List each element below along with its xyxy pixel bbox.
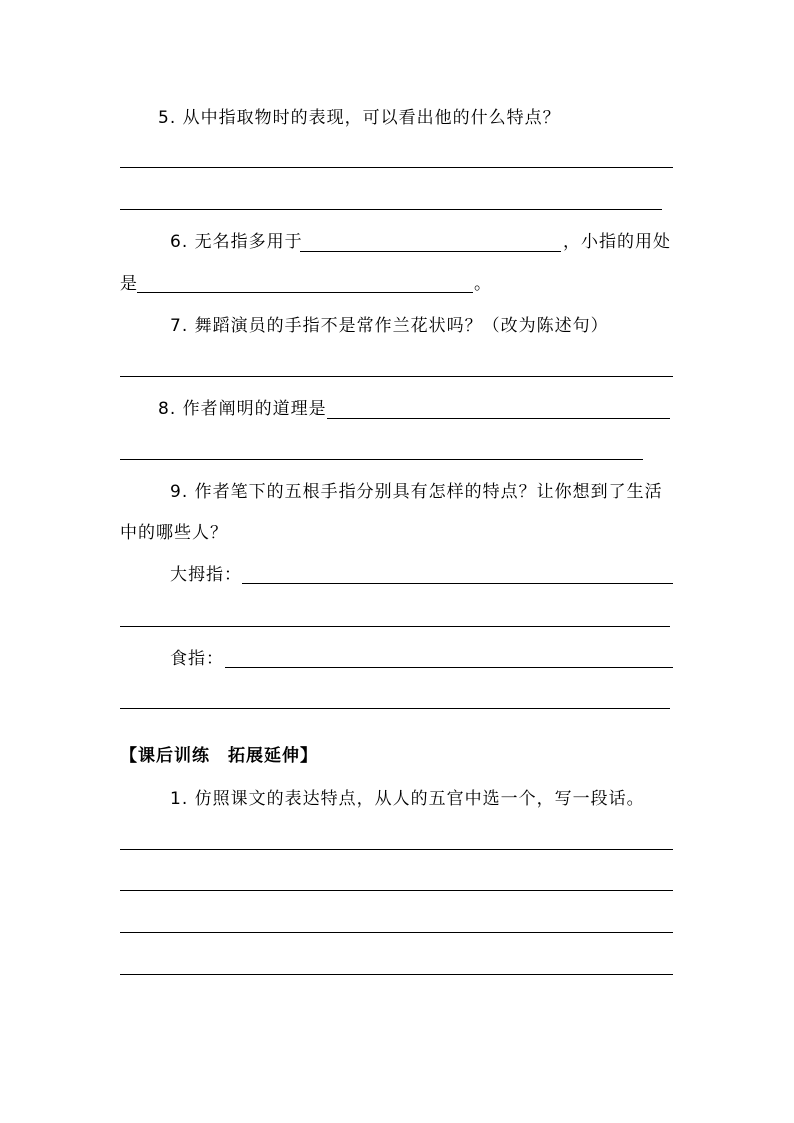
answer-line[interactable] [120,209,662,210]
question-6-line2-prefix: 是 [120,274,138,294]
index-finger-label: 食指： [170,649,224,669]
question-8-prefix: 8. 作者阐明的道理是 [158,399,327,419]
question-6-middle: ，小指的用处 [563,232,671,252]
writing-line[interactable] [120,974,673,975]
index-finger-answer-line[interactable] [225,667,673,668]
thumb-answer-line[interactable] [242,583,673,584]
fill-blank-line[interactable] [327,418,670,419]
question-5-text: 5. 从中指取物时的表现，可以看出他的什么特点？ [158,108,561,128]
answer-line[interactable] [120,708,670,709]
answer-line[interactable] [120,626,670,627]
thumb-label: 大拇指： [170,565,242,585]
question-9-line1: 9. 作者笔下的五根手指分别具有怎样的特点？让你想到了生活 [170,482,663,502]
question-6-line2-suffix: 。 [474,274,492,294]
section-question-1-text: 1. 仿照课文的表达特点，从人的五官中选一个，写一段话。 [170,789,645,809]
section-title: 【课后训练 拓展延伸】 [120,746,318,766]
answer-line[interactable] [120,376,673,377]
answer-line[interactable] [120,459,643,460]
answer-line[interactable] [120,167,673,168]
writing-line[interactable] [120,932,673,933]
writing-line[interactable] [120,890,673,891]
question-9-line2: 中的哪些人？ [120,523,228,543]
question-6-prefix: 6. 无名指多用于 [170,232,303,252]
writing-line[interactable] [120,849,673,850]
question-7-text: 7. 舞蹈演员的手指不是常作兰花状吗？（改为陈述句） [170,316,609,336]
fill-blank-line[interactable] [137,292,473,293]
fill-blank-line[interactable] [300,251,561,252]
